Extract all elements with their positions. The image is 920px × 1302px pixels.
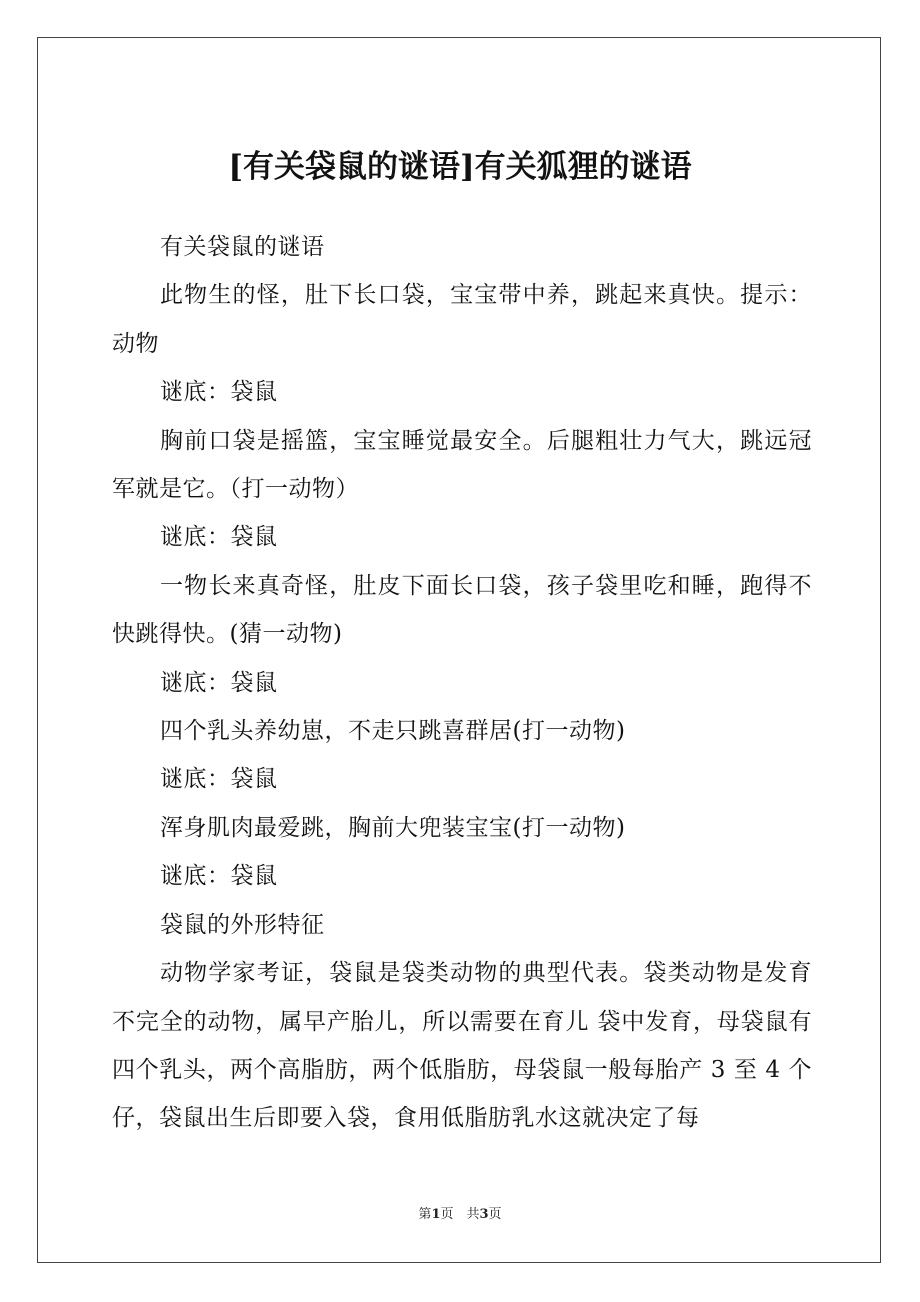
paragraph-13: 动物学家考证，袋鼠是袋类动物的典型代表。袋类动物是发育不完全的动物，属早产胎儿，所以需要在育儿 袋中发育，母袋鼠有四个乳头，两个高脂肪，两个低脂肪，母袋鼠一般每胎产 3 至 4 个仔，袋鼠出生后即要入袋，食用低脂肪乳水这就决定了每 [112,960,812,1132]
document-body [112,223,812,1143]
footer-page-prefix: 第 [418,1207,432,1222]
paragraph-9: 谜底：袋鼠 [160,766,278,793]
paragraph-7: 谜底：袋鼠 [160,669,278,696]
page-footer [0,1205,920,1225]
paragraph-8: 四个乳头养幼崽，不走只跳喜群居(打一动物) [160,718,626,745]
footer-page-suffix: 页 [488,1207,502,1222]
paragraph-12: 袋鼠的外形特征 [160,911,325,938]
document-title: [有关袋鼠的谜语]有关狐狸的谜语 [228,149,692,185]
paragraph-4: 胸前口袋是摇篮，宝宝睡觉最安全。后腿粗壮力气大，跳远冠军就是它。（打一动物） [112,427,812,503]
footer-page-mid: 页 共 [440,1207,480,1222]
footer-page-total: 3 [479,1207,489,1222]
paragraph-3: 谜底：袋鼠 [160,379,278,406]
paragraph-6: 一物长来真奇怪，肚皮下面长口袋，孩子袋里吃和睡，跑得不快跳得快。(猜一动物) [112,572,812,648]
paragraph-10: 浑身肌肉最爱跳，胸前大兜装宝宝(打一动物) [160,814,626,841]
paragraph-5: 谜底：袋鼠 [160,524,278,551]
paragraph-2: 此物生的怪，肚下长口袋，宝宝带中养，跳起来真快。提示：动物 [112,282,812,357]
paragraph-11: 谜底：袋鼠 [160,863,278,890]
footer-page-current: 1 [431,1207,441,1222]
paragraph-1: 有关袋鼠的谜语 [160,234,325,260]
